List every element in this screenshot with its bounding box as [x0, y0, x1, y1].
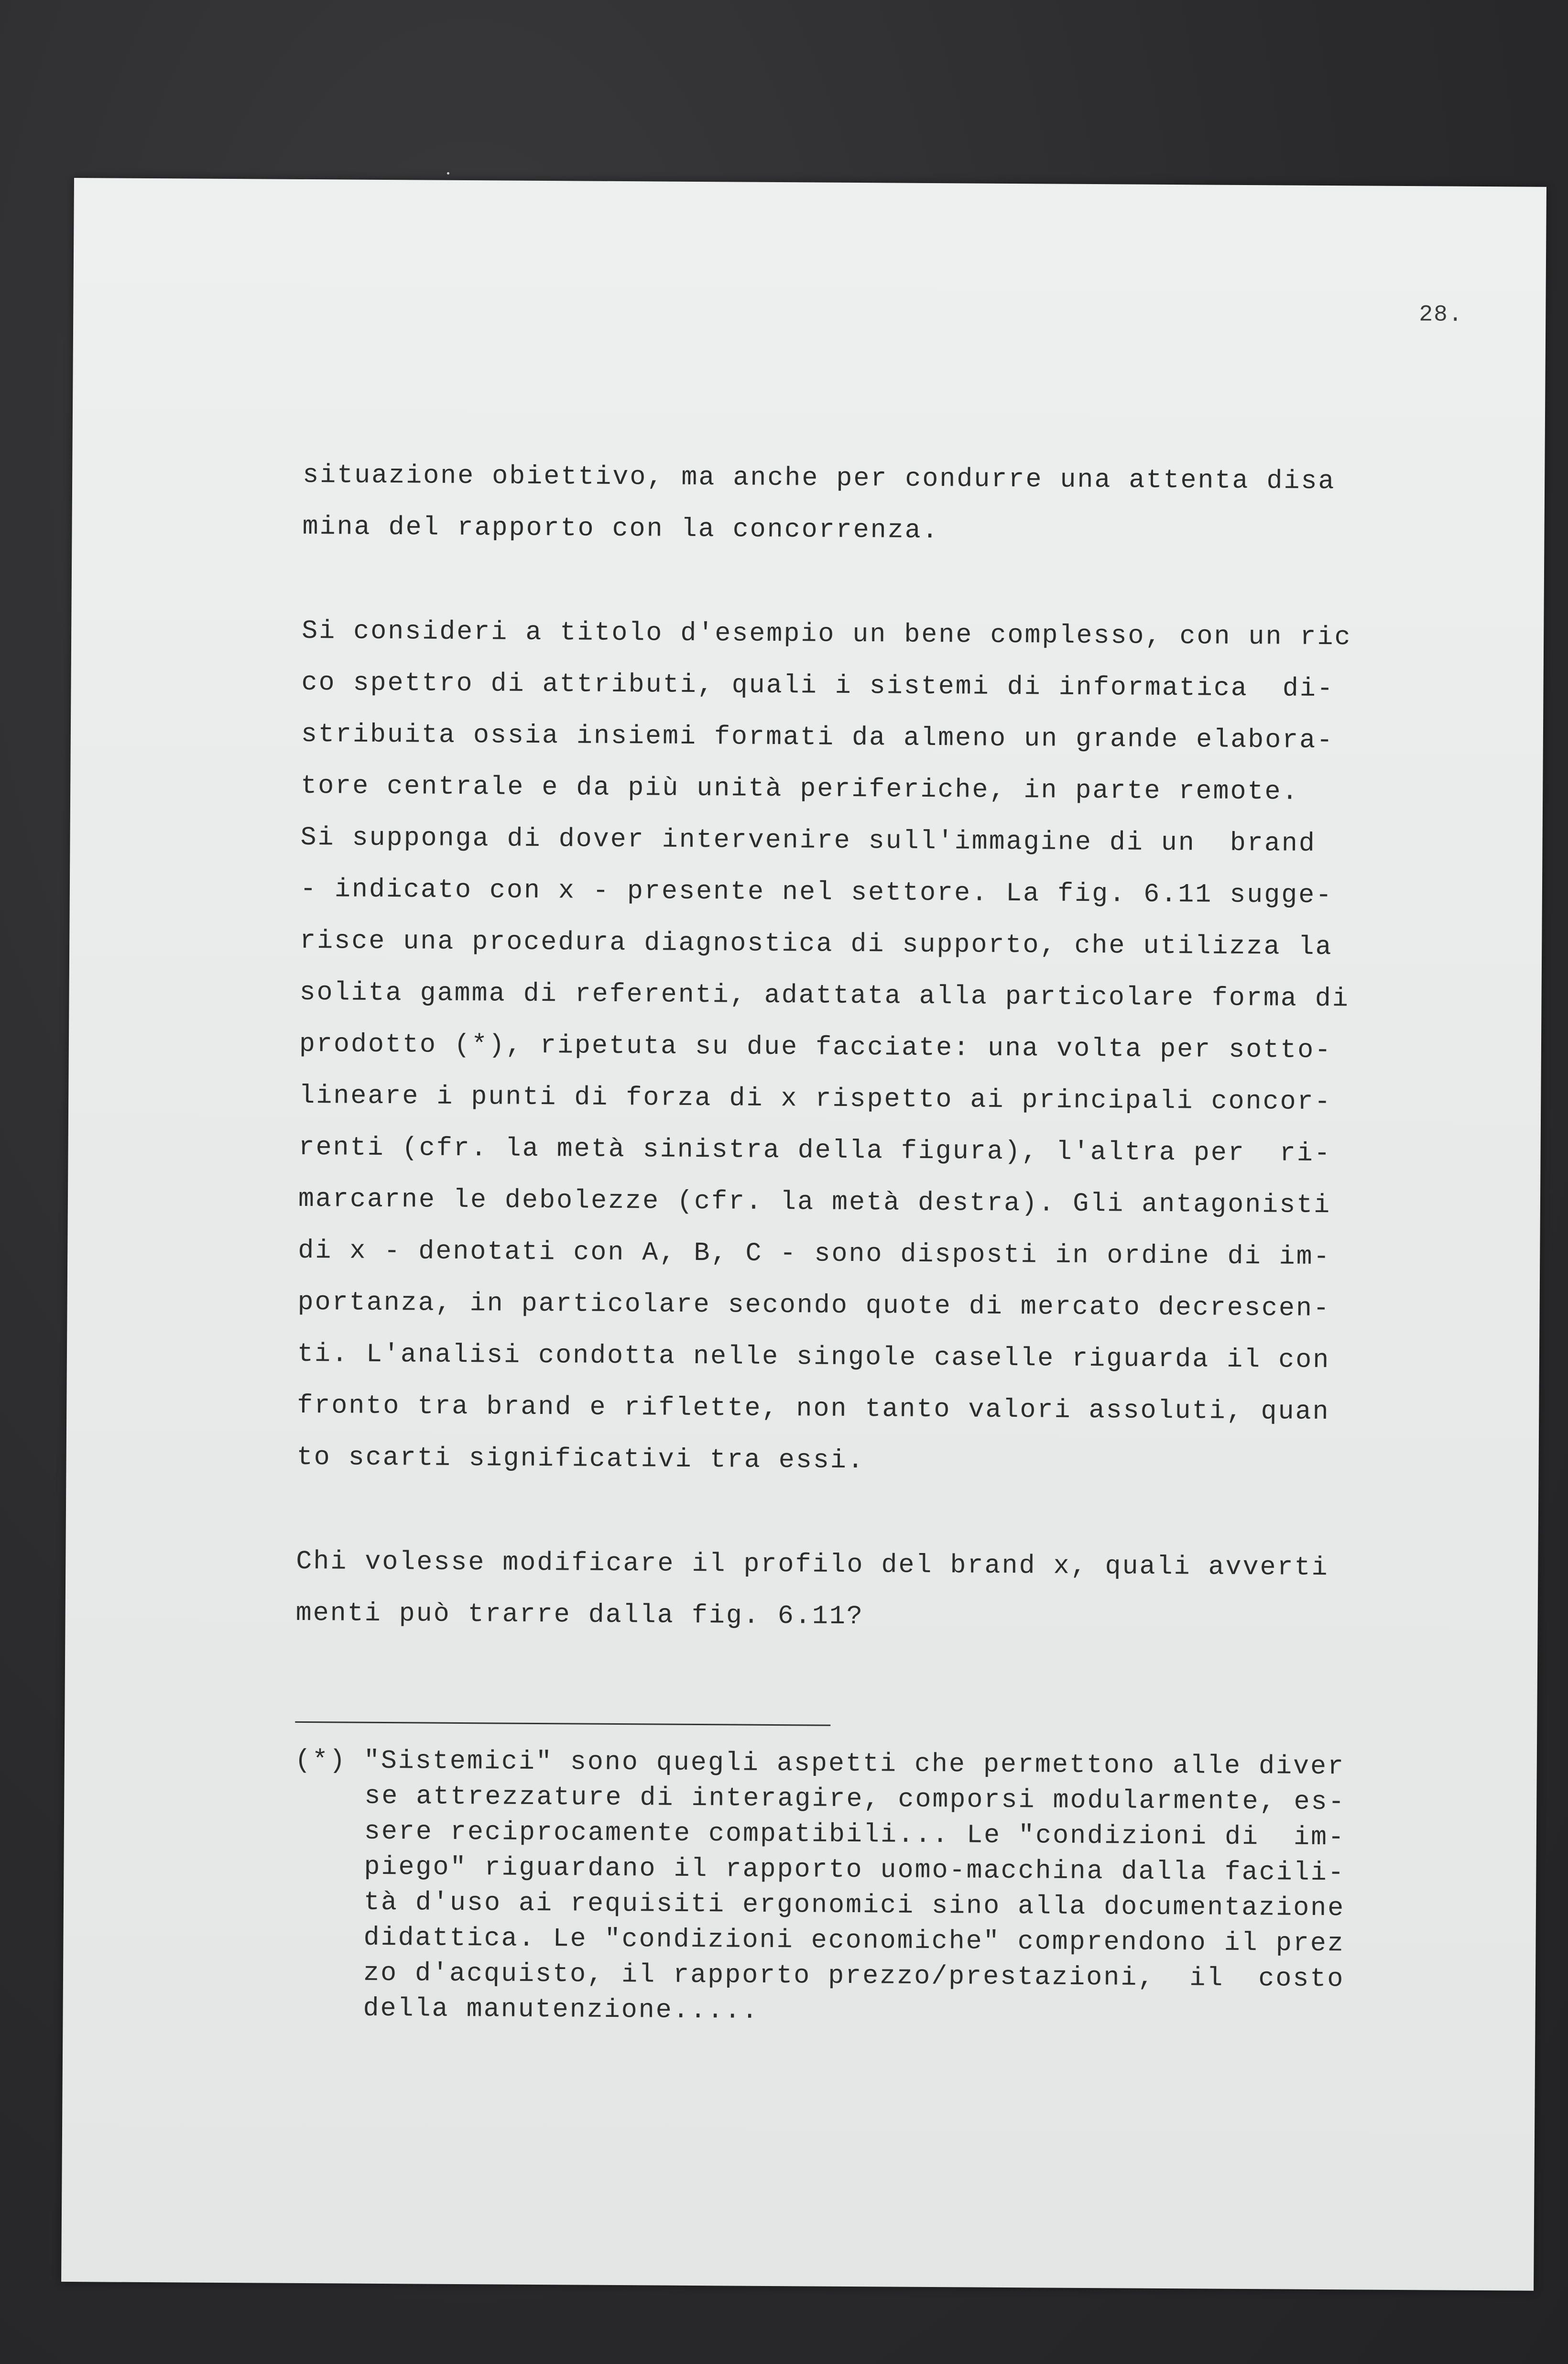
text-line: Chi volesse modificare il profilo del brand x, quali avverti [296, 1546, 1329, 1583]
paper-sheet [61, 178, 1546, 2291]
text-line: situazione obiettivo, ma anche per condurre una attenta disa [303, 460, 1336, 497]
footnote-line: se attrezzature di interagire, comporsi modularmente, es- [364, 1781, 1346, 1817]
text-line: portanza, in particolare secondo quote di mercato decrescen- [297, 1287, 1331, 1324]
text-line: mina del rapporto con la concorrenza. [302, 511, 939, 546]
body-text [295, 449, 1379, 1698]
text-line: - indicato con x - presente nel settore. La fig. 6.11 sugge- [300, 874, 1333, 911]
text-line: co spettro di attributi, quali i sistemi di informatica di- [301, 667, 1335, 704]
page-number: 28. [1419, 302, 1463, 328]
text-line: solita gamma di referenti, adattata alla particolare forma di [299, 977, 1350, 1014]
text-line: fronto tra brand e riflette, non tanto valori assoluti, quan [297, 1390, 1330, 1427]
text-line: tore centrale e da più unità periferiche, in parte remote. [301, 770, 1299, 807]
footnote-line: zo d'acquisto, il rapporto prezzo/prestazioni, il costo [363, 1958, 1345, 1994]
text-line: lineare i punti di forza di x rispetto ai principali concor- [299, 1080, 1332, 1117]
paragraph-2 [296, 605, 1377, 1490]
footnote-line: piego" riguardano il rapporto uomo-macchina dalla facili- [364, 1851, 1345, 1888]
text-line: Si supponga di dover intervenire sull'immagine di un brand [300, 822, 1317, 859]
text-line: di x - denotati con A, B, C - sono disposti in ordine di im- [298, 1235, 1331, 1272]
text-line: ti. L'analisi condotta nelle singole caselle riguarda il con [297, 1338, 1330, 1376]
dust-speck [447, 172, 449, 175]
footnote-line: didattica. Le "condizioni economiche" comprendono il prez [363, 1922, 1345, 1959]
footnote-line: tà d'uso ai requisiti ergonomici sino alla documentazione [363, 1887, 1345, 1924]
text-line: Si consideri a titolo d'esempio un bene complesso, con un ric [302, 615, 1352, 653]
footnote-line: della manutenzione..... [363, 1993, 759, 2026]
text-line: menti può trarre dalla fig. 6.11? [295, 1598, 864, 1632]
footnote-line: sere reciprocamente compatibili... Le "condizioni di im- [364, 1816, 1346, 1853]
footnote-divider [295, 1721, 830, 1726]
text-line: prodotto (*), ripetuta su due facciate: una volta per sotto- [299, 1029, 1332, 1066]
text-line: risce una procedura diagnostica di supporto, che utilizza la [300, 925, 1333, 963]
footnote-line: (*) "Sistemici" sono quegli aspetti che permettono alle diver [294, 1745, 1345, 1782]
paragraph-1 [302, 449, 1378, 559]
text-line: to scarti significativi tra essi. [296, 1442, 865, 1476]
text-line: stribuita ossia insiemi formati da almeno un grande elabora- [301, 719, 1334, 756]
text-line: marcarne le debolezze (cfr. la metà destra). Gli antagonisti [298, 1183, 1331, 1221]
footnote [293, 1743, 1394, 2033]
paragraph-3 [295, 1536, 1372, 1646]
text-line: renti (cfr. la metà sinistra della figura), l'altra per ri- [298, 1132, 1332, 1169]
